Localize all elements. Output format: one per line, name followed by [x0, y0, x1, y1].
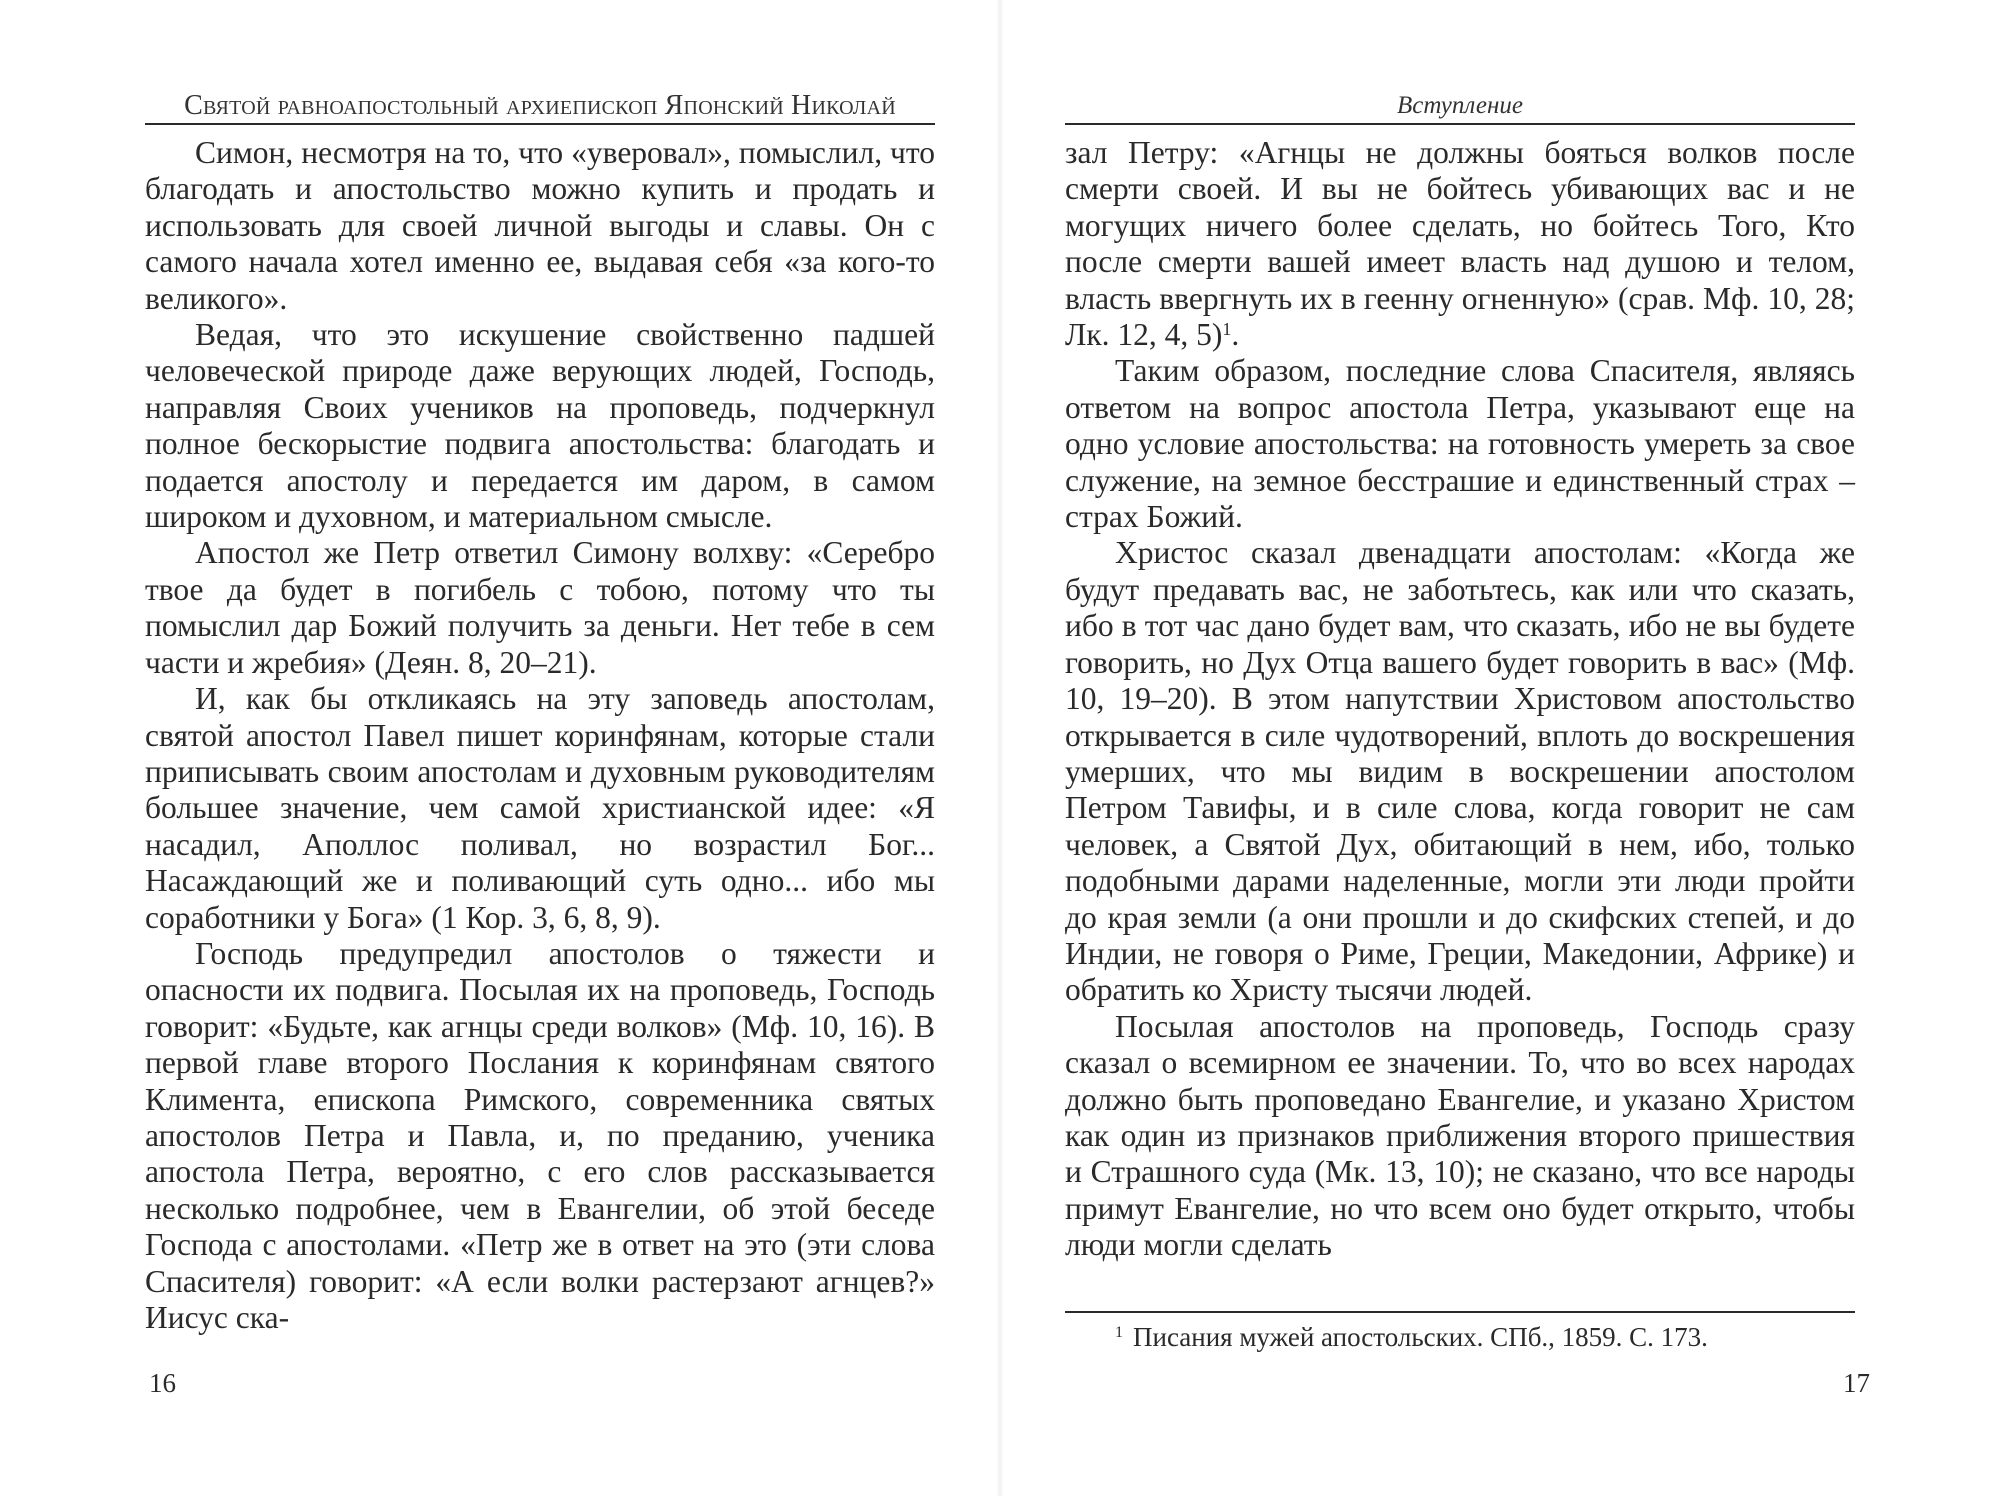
paragraph: Таким образом, последние слова Спасителя, являясь ответом на вопрос апостола Петра, указывают еще на одно условие апостольства: на готовность умереть за свое служение, на земное бесстрашие и единственный страх – страх Божий. — [1065, 353, 1855, 535]
body-text-right — [1065, 135, 1855, 1264]
body-text-left — [145, 135, 935, 1336]
footnote-reference: 1 — [1222, 319, 1232, 340]
footnote-rule — [1065, 1311, 1855, 1313]
running-head-right: Вступление — [1396, 92, 1523, 119]
footnote-text: Писания мужей апостольских. СПб., 1859. С. 173. — [1133, 1322, 1708, 1352]
paragraph: Посылая апостолов на проповедь, Господь сразу сказал о всемирном ее значении. То, что во всех народах должно быть проповедано Евангелие, и указано Христом как один из признаков приближения второго пришествия и Страшного суда (Мк. 13, 10); не сказано, что все народы примут Евангелие, но что всем оно будет открыто, чтобы люди могли сделать — [1065, 1008, 1855, 1263]
paragraph: Ведая, что это искушение свойственно падшей человеческой природе даже верующих людей, Господь, направляя Своих учеников на проповедь, подчеркнул полное бескорыстие подвига апостольства: благодать и подается апостолу и передается им даром, в самом широком и духовном, и материальном смысле. — [145, 317, 935, 535]
page-number-left: 16 — [149, 1368, 176, 1398]
paragraph: Апостол же Петр ответил Симону волхву: «Серебро твое да будет в погибель с тобою, потому что ты помыслил дар Божий получить за деньги. Нет тебе в сем части и жребия» (Деян. 8, 20–21). — [145, 535, 935, 680]
running-head-left: Святой равноапостольный архиепископ Японский Николай — [184, 90, 896, 121]
right-page — [1000, 0, 2000, 1496]
footnote — [1115, 1320, 1708, 1354]
header-rule-right — [1065, 123, 1855, 125]
paragraph: Господь предупредил апостолов о тяжести и опасности их подвига. Посылая их на проповедь, Господь говорит: «Будьте, как агнцы среди волков» (Мф. 10, 16). В первой главе второго Послания к коринфянам святого Климента, епископа Римского, современника святых апостолов Петра и Павла, и, по преданию, ученика апостола Петра, вероятно, с его слов рассказывается несколько подробнее, чем в Евангелии, об этой беседе Господа с апостолами. «Петр же в ответ на это (эти слова Спасителя) говорит: «А если волки растерзают агнцев?» Иисус ска- — [145, 935, 935, 1335]
paragraph: Симон, несмотря на то, что «уверовал», помыслил, что благодать и апостольство можно купить и продать и использовать для своей личной выгоды и славы. Он с самого начала хотел именно ее, выдавая себя «за кого-то великого». — [145, 135, 935, 316]
paragraph: И, как бы откликаясь на эту заповедь апостолам, святой апостол Павел пишет коринфянам, которые стали приписывать своим апостолам и духовным руководителям большее значение, чем самой христианской идее: «Я насадил, Аполлос поливал, но возрастил Бог... Насаждающий же и поливающий суть одно... ибо мы соработники у Бога» (1 Кор. 3, 6, 8, 9). — [145, 681, 935, 935]
page-number-right: 17 — [1843, 1368, 1870, 1398]
paragraph-continued-text: зал Петру: «Агнцы не должны бояться волков после смерти своей. И вы не бойтесь убивающих вас и не могущих ничего более сделать, но бойтесь Того, Кто после смерти вашей имеет власть над душою и телом, власть ввергнуть их в геенну огненную» (срав. Мф. 10, 28; Лк. 12, 4, 5) — [1065, 135, 1855, 353]
paragraph: Христос сказал двенадцати апостолам: «Когда же будут предавать вас, не заботьтесь, как или что сказать, ибо в тот час дано будет вам, что сказать, ибо не вы будете говорить, но Дух Отца вашего будет говорить в вас» (Мф. 10, 19–20). В этом напутствии Христовом апостольство открывается в силе чудотворений, вплоть до воскрешения умерших, что мы видим в воскрешении апостолом Петром Тавифы, и в силе слова, когда говорит не сам человек, а Святой Дух, обитающий в нем, ибо, только подобными дарами наделенные, могли эти люди пройти до края земли (а они прошли и до скифских степей, и до Индии, не говоря о Риме, Греции, Македонии, Африке) и обратить ко Христу тысячи людей. — [1065, 535, 1855, 1008]
paragraph-continued-end: . — [1231, 317, 1240, 353]
header-rule-left — [145, 123, 935, 125]
footnote-marker: 1 — [1115, 1324, 1123, 1341]
paragraph-continued — [1065, 135, 1855, 353]
